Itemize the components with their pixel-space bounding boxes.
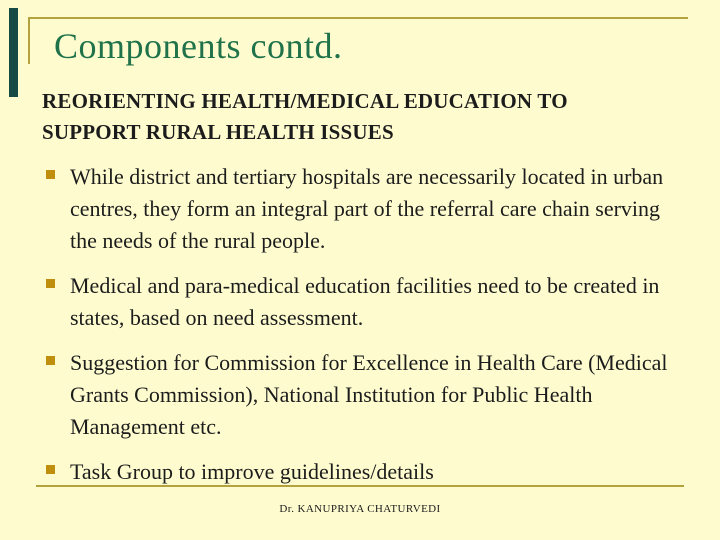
bullet-square-icon [46,356,55,365]
bullet-text: Medical and para-medical education facilities need to be created in states, based on need assessment. [70,273,660,330]
bullet-list [42,161,690,488]
section-heading [42,86,690,148]
bullet-item [46,347,690,443]
accent-bar [9,8,18,97]
footer-credit: Dr. KANUPRIYA CHATURVEDI [279,503,441,515]
page-title: Components contd. [54,26,343,66]
slide-body [42,86,690,501]
bullet-item [46,161,690,257]
heading-line-1: REORIENTING HEALTH/MEDICAL EDUCATION TO [42,89,568,113]
footer-divider [36,485,684,487]
bullet-text: Suggestion for Commission for Excellence in Health Care (Medical Grants Commission), National Institution for Public Health Management etc. [70,350,668,439]
bullet-item [46,456,690,488]
bullet-item [46,270,690,334]
bullet-text: Task Group to improve guidelines/details [70,459,434,484]
bullet-square-icon [46,279,55,288]
bullet-text: While district and tertiary hospitals are necessarily located in urban centres, they form an integral part of the referral care chain serving the needs of the rural people. [70,164,664,253]
bullet-square-icon [46,170,55,179]
bullet-square-icon [46,465,55,474]
title-box [28,17,688,85]
heading-line-2: SUPPORT RURAL HEALTH ISSUES [42,120,394,144]
